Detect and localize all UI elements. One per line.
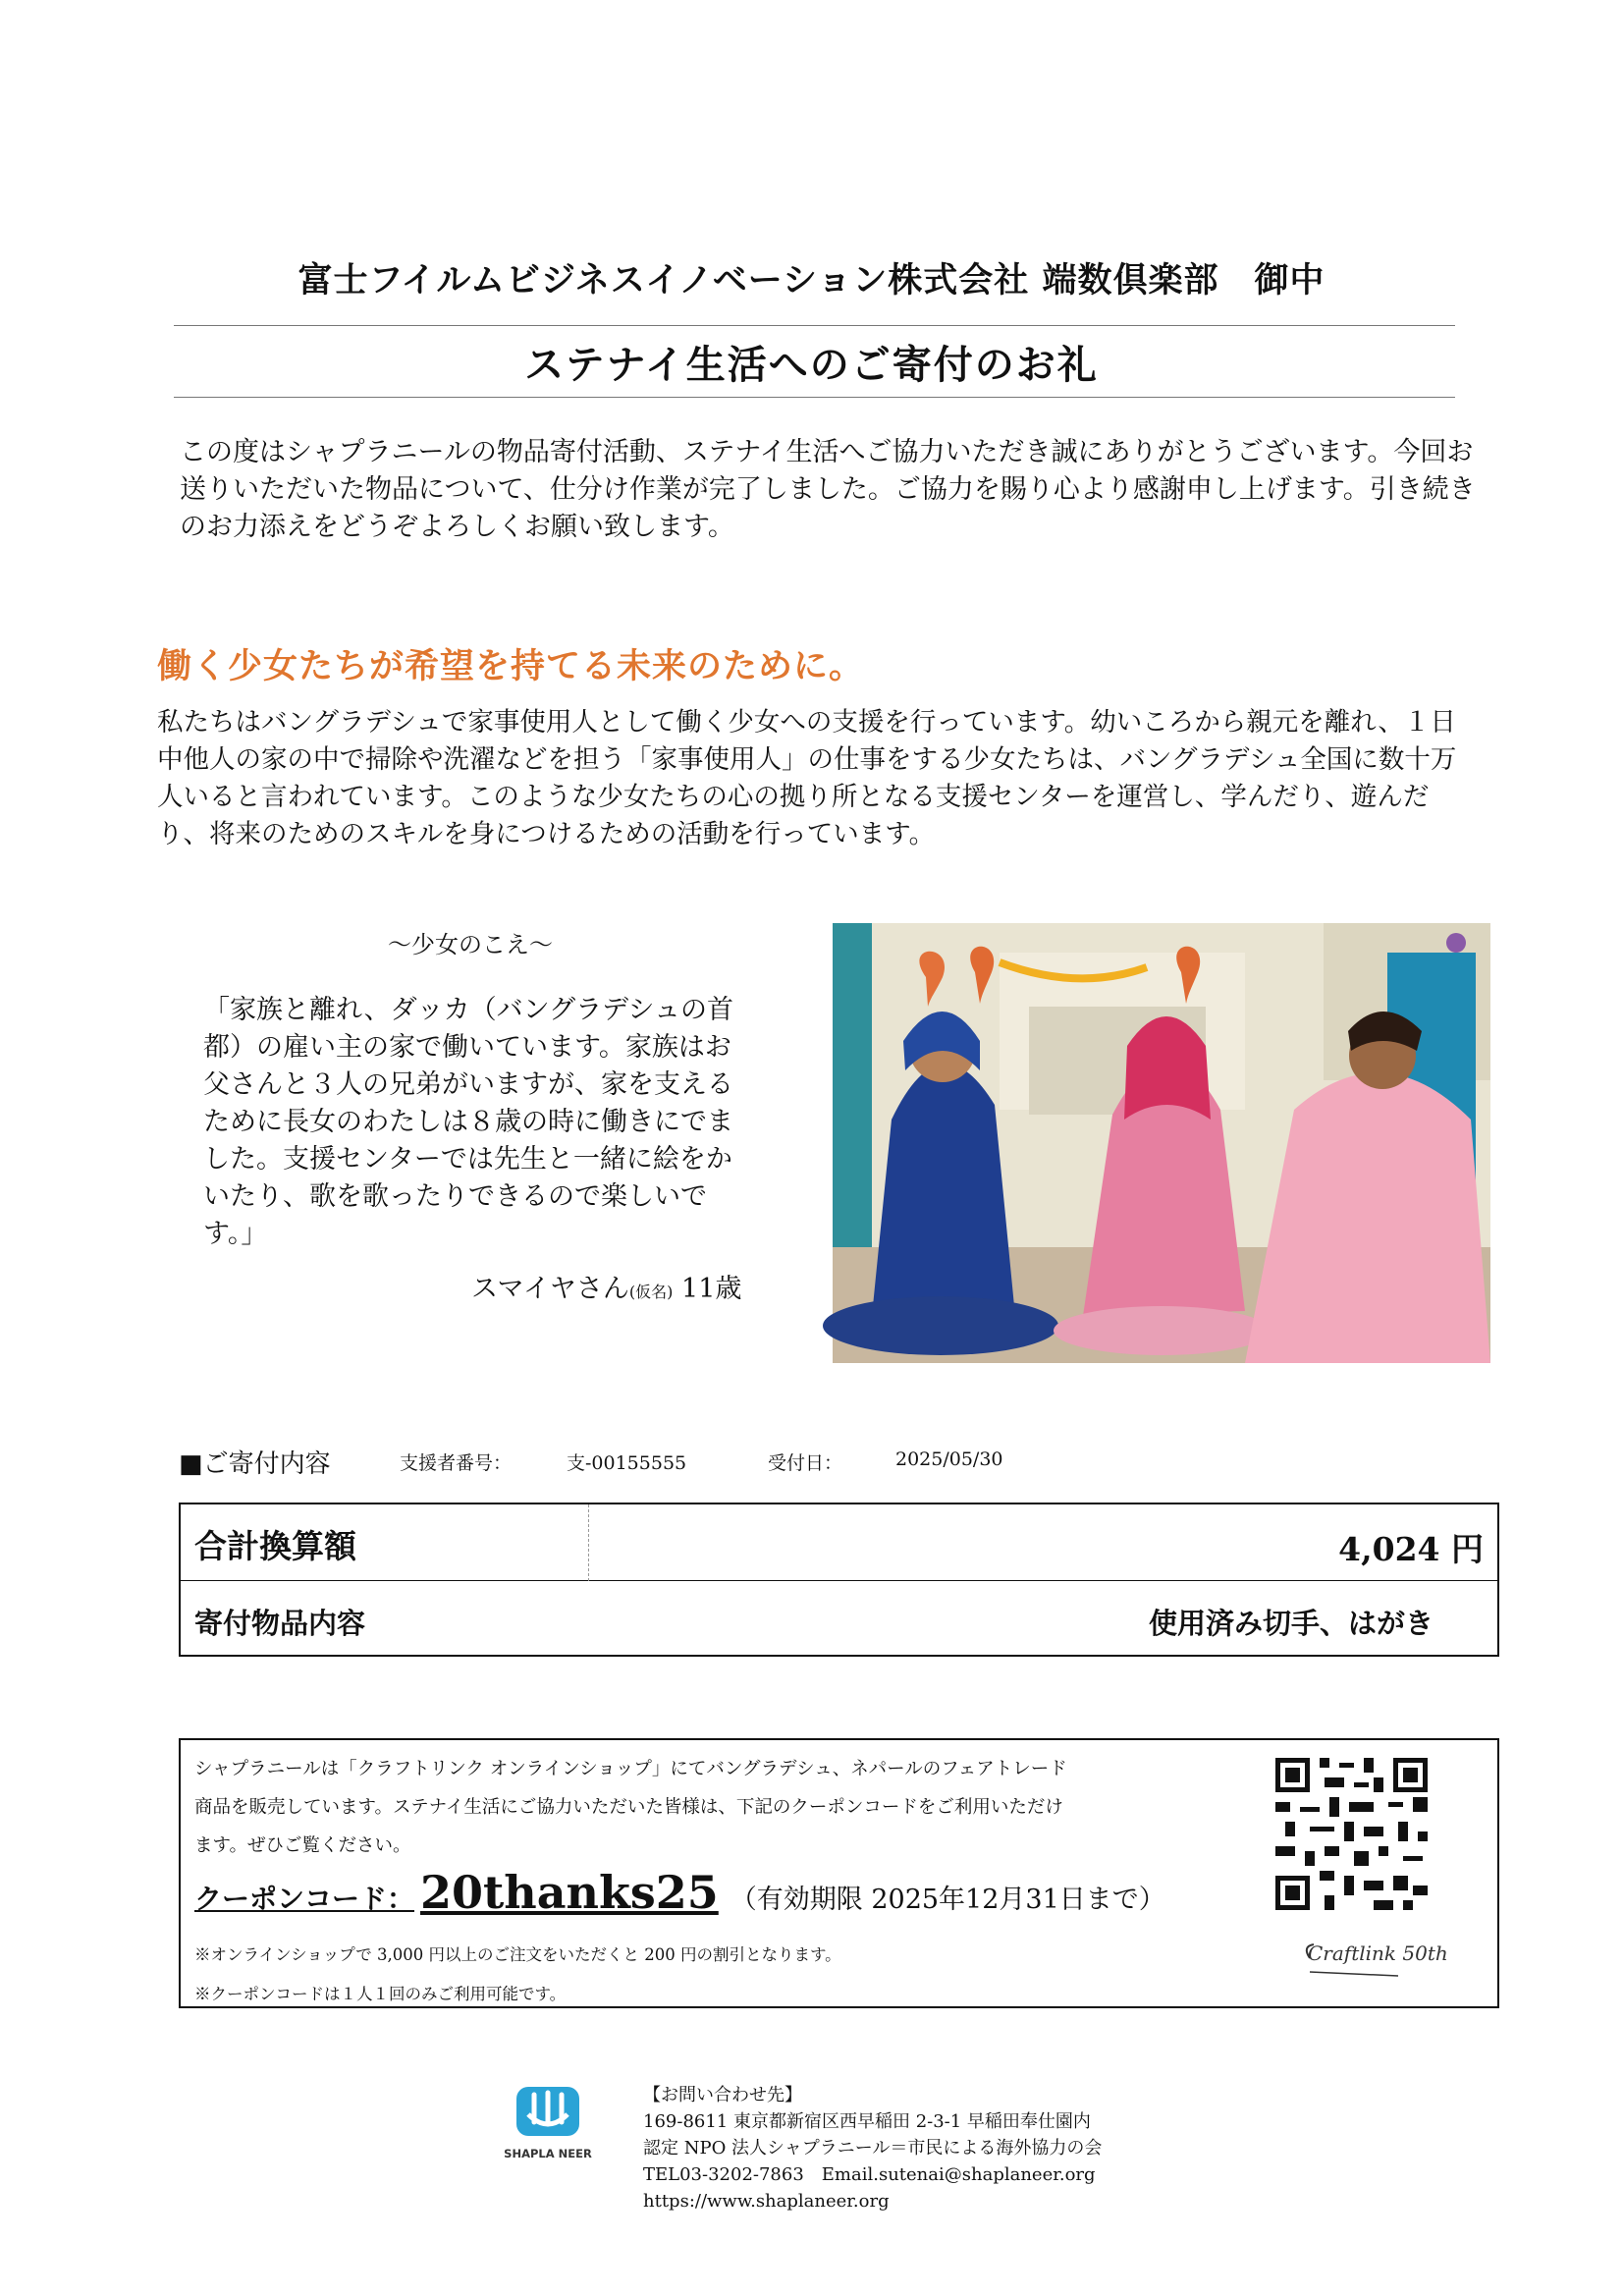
addressee: 富士フイルムビジネスイノベーション株式会社 端数倶楽部 御中 [298,261,1325,301]
contact-tel-email[interactable]: TEL03-3202-7863 Email.sutenai@shaplaneer.org [643,2164,1096,2185]
received-date-label: 受付日： [768,1452,843,1474]
contact-url-link[interactable]: https://www.shaplaneer.org [643,2191,890,2212]
contact-heading: 【お問い合わせ先】 [643,2085,802,2105]
girls-photo [833,923,1490,1363]
intro-text: この度はシャプラニールの物品寄付活動、ステナイ生活へご協力いただき誠にありがとうございます。今回お送りいただいた物品について、仕分け作業が完了しました。ご協力を賜り心より感謝申し上げます。引き続きのお力添えをどうぞよろしくお願い致します。 [180,437,1476,542]
speaker-name: スマイヤさん [471,1274,629,1304]
feature-headline: 働く少女たちが希望を持てる未来のために。 [157,647,865,686]
voice-title: ～少女のこえ～ [388,931,553,958]
coupon-note: ※クーポンコードは１人１回のみご利用可能です。 [194,1985,567,2003]
speaker-age: 11歳 [681,1274,742,1304]
coupon-note: ※オンラインショップで 3,000 円以上のご注文をいただくと 200 円の割引となります。 [194,1945,841,1964]
speaker-note: (仮名) [628,1283,674,1301]
items-value: 使用済み切手、はがき [1148,1607,1434,1640]
items-row [181,1581,1497,1657]
contact-block [643,2082,1102,2214]
craftlink-wordmark: Craftlink 50th [1308,1941,1448,1965]
coupon-code-label: クーポンコード： [194,1883,415,1915]
total-value: 4,024 円 [1338,1530,1484,1568]
column-divider [588,1504,589,1581]
donation-section-label: ■ご寄付内容 [179,1449,331,1479]
divider [174,397,1455,398]
shaplaneer-logo [499,2085,597,2163]
received-date: 2025/05/30 [895,1449,1003,1470]
speaker-credit [471,1267,741,1305]
coupon-code[interactable]: 20thanks25 [420,1866,719,1919]
voice-quote: 「家族と離れ、ダッカ（バングラデシュの首都）の雇い主の家で働いています。家族はお父さんと３人の兄弟がいますが、家を支えるために長女のわたしは８歳の時に働きにでました。支援センターでは先生と一緒に絵をかいたり、歌を歌ったりできるので楽しいです。」 [203,995,733,1249]
contact-address: 169-8611 東京都新宿区西早稲田 2-3-1 早稲田奉仕園内 [643,2111,1091,2132]
logo-wordmark: SHAPLA NEER [504,2147,592,2160]
coupon-code-line [194,1866,1165,1919]
page-title: ステナイ生活へのご寄付のお礼 [524,343,1099,388]
qr-code-icon[interactable] [1275,1758,1428,1910]
coupon-validity: （有効期限 2025年12月31日まで） [730,1885,1165,1915]
items-label: 寄付物品内容 [194,1607,366,1640]
supporter-number-label: 支援者番号： [400,1452,513,1474]
craftlink-logo [1300,1937,1448,1991]
donation-table [179,1503,1499,1657]
total-label: 合計換算額 [194,1527,356,1565]
total-row [181,1504,1497,1581]
contact-org: 認定 NPO 法人シャプラニール＝市民による海外協力の会 [643,2138,1103,2159]
divider [174,325,1455,326]
coupon-intro: シャプラニールは「クラフトリンク オンラインショップ」にてバングラデシュ、ネパールのフェアトレード商品を販売しています。ステナイ生活にご協力いただいた皆様は、下記のクーポンコードをご利用いただけます。ぜひご覧ください。 [194,1759,1067,1856]
coupon-box [179,1738,1499,2008]
supporter-number: 支-00155555 [567,1452,687,1474]
feature-body: 私たちはバングラデシュで家事使用人として働く少女への支援を行っています。幼いころから親元を離れ、１日中他人の家の中で掃除や洗濯などを担う「家事使用人」の仕事をする少女たちは、バングラデシュ全国に数十万人いると言われています。このような少女たちの心の拠り所となる支援センターを運営し、学んだり、遊んだり、将来のためのスキルを身につけるための活動を行っています。 [157,707,1457,849]
